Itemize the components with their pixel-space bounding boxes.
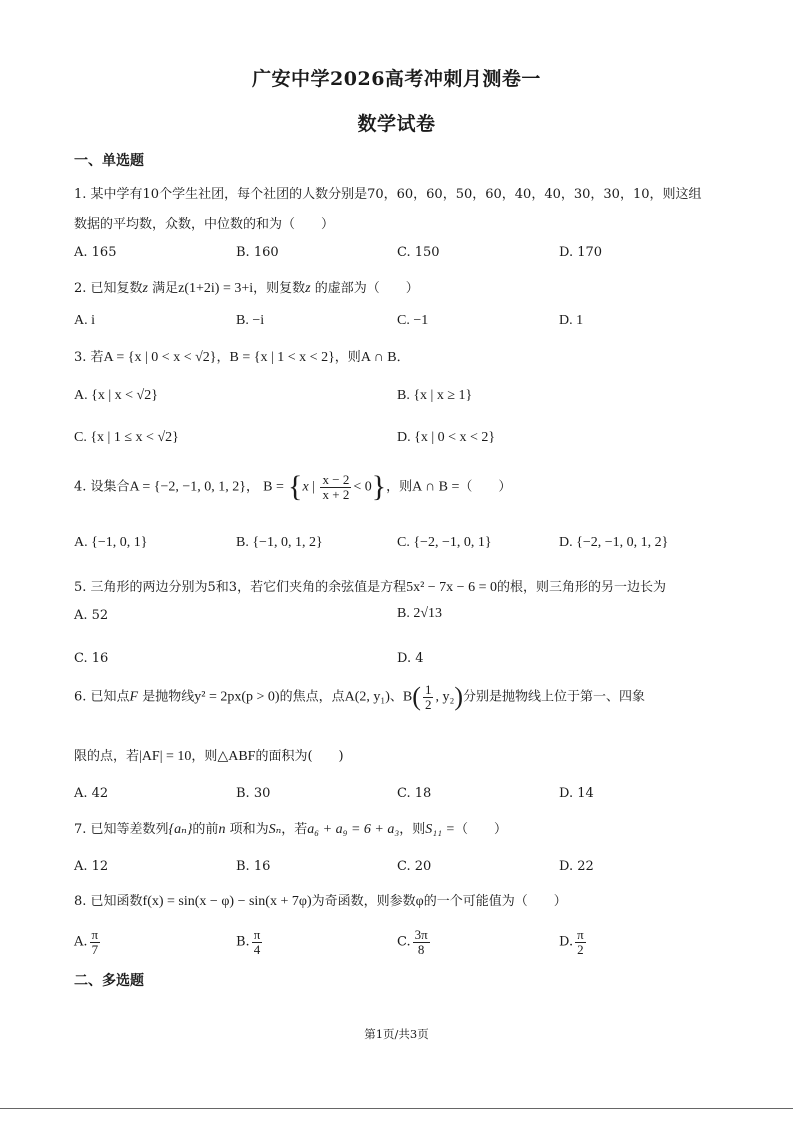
section-single-choice: 一、单选题 xyxy=(74,153,144,169)
q3-set-b: B = {x | 1 < x < 2} xyxy=(229,350,335,365)
q4-option-c: C. {−2, −1, 0, 1} xyxy=(397,535,492,550)
q1-option-a: A. 165 xyxy=(74,245,117,260)
q2-equation: z(1+2i) = 3+i xyxy=(178,281,254,296)
q2-mid2: ，则复数 xyxy=(253,281,306,296)
q8-option-c-label: C. xyxy=(397,934,411,950)
q8-option-c-den: 8 xyxy=(417,941,425,957)
q1-option-d: D. 170 xyxy=(559,245,603,260)
exam-subtitle: 数学试卷 xyxy=(357,113,436,135)
q3-stem: 3. 若A = {x | 0 < x < √2}，B = {x | 1 < x < 2}，则A ∩ B． xyxy=(74,350,410,365)
q8-option-d-den: 2 xyxy=(577,941,584,957)
q2-mid: 满足 xyxy=(148,281,179,296)
q2-stem xyxy=(74,277,419,297)
q4-set-a: A = {−2, −1, 0, 1, 2} xyxy=(129,479,247,495)
q8-stem xyxy=(74,890,567,910)
q7-sum: Sₙ xyxy=(268,822,282,837)
q3-option-c: C. {x | 1 ≤ x < √2} xyxy=(74,430,179,445)
q7-option-a: A. 12 xyxy=(74,859,109,874)
q4-option-a: A. {−1, 0, 1} xyxy=(74,535,148,550)
section-multiple-choice: 二、多选题 xyxy=(74,973,144,989)
q4-set-b-rhs: < 0 xyxy=(353,479,372,495)
q4-set-b-lhs: B = xyxy=(263,479,284,495)
q7-prefix: 7. 已知等差数列 xyxy=(74,822,169,837)
q7-option-b: B. 16 xyxy=(236,859,271,874)
q4-option-b: B. {−1, 0, 1, 2} xyxy=(236,535,323,550)
q6-option-a: A. 42 xyxy=(74,786,109,801)
q6-option-c: C. 18 xyxy=(397,786,432,801)
q3-set-a: A = {x | 0 < x < √2} xyxy=(103,350,217,365)
q3-op: A ∩ B xyxy=(360,350,397,365)
q8-mid: 为奇函数，则参数 xyxy=(311,894,416,909)
q4-prefix: 4. 设集合 xyxy=(74,479,130,495)
q4-frac-num: x − 2 xyxy=(322,471,350,487)
q7-sum2: S₁₁ = xyxy=(425,822,455,837)
q3-prefix: 3. 若 xyxy=(74,350,104,365)
q7-option-d: D. 22 xyxy=(559,859,594,874)
q6-line2-eq: |AF| = 10 xyxy=(139,749,192,764)
q7-equation: a₆ + a₉ = 6 + a₃ xyxy=(307,822,400,837)
q7-mid4: ，则 xyxy=(399,822,426,837)
q2-var: z xyxy=(142,281,148,296)
q3-option-d: D. {x | 0 < x < 2} xyxy=(397,430,496,445)
q3-end: ． xyxy=(396,350,410,365)
q6-stem-line2 xyxy=(74,745,344,765)
q8-equation: f(x) = sin(x − φ) − sin(x + 7φ) xyxy=(142,894,312,909)
q8-suffix: 的一个可能值为（ ） xyxy=(423,894,567,909)
q4-end: （ ） xyxy=(459,479,512,495)
page-footer: 第1页/共3页 xyxy=(364,1027,429,1041)
q7-sequence: {aₙ} xyxy=(168,822,193,837)
q8-option-c-num: 3π xyxy=(414,927,428,942)
q1-option-c: C. 150 xyxy=(397,245,440,260)
q5-prefix: 5. 三角形的两边分别为5和3，若它们夹角的余弦值是方程 xyxy=(74,580,407,595)
q6-line2-end: 的面积为( ) xyxy=(255,749,344,764)
q8-option-a xyxy=(74,928,102,956)
q6-frac-den: 2 xyxy=(424,696,432,712)
q7-option-c: C. 20 xyxy=(397,859,432,874)
q3-option-b: B. {x | x ≥ 1} xyxy=(397,388,473,403)
q7-n: n xyxy=(218,822,226,837)
q5-option-c: C. 16 xyxy=(74,651,109,666)
q5-option-d: D. 4 xyxy=(397,651,424,666)
q4-left-brace: { xyxy=(288,470,303,503)
q2-option-a: A. i xyxy=(74,313,95,328)
q6-frac-num: 1 xyxy=(424,681,432,697)
q4-frac-den: x + 2 xyxy=(322,486,350,502)
q2-var2: z xyxy=(305,281,311,296)
q1-stem-line2: 数据的平均数，众数，中位数的和为（ ） xyxy=(74,217,335,232)
q8-option-b-den: 4 xyxy=(253,941,261,957)
q8-option-a-num: π xyxy=(91,927,99,942)
q6-prefix: 6. 已知点 xyxy=(74,689,130,705)
q6-mid: 是抛物线 xyxy=(138,689,195,705)
q7-end: （ ） xyxy=(454,822,507,837)
q2-option-b: B. −i xyxy=(236,313,265,328)
q4-stem: 4. 设集合A = {−2, −1, 0, 1, 2}， B = {x | $\frac{x - 2}{x + 2}$ < 0}，则A ∩ B =（ ） xyxy=(74,470,512,503)
q6-line2-pre: 限的点，若 xyxy=(74,749,140,764)
q2-suffix: 的虚部为（ ） xyxy=(310,281,419,296)
q6-fraction xyxy=(423,683,434,711)
q2-option-c: C. −1 xyxy=(397,313,429,328)
q6-stem-line1: 6. 已知点F 是抛物线y² = 2px(p > 0)的焦点，点A(2, y₁)、B( $\frac{1}{2}$ , y₂)分别是抛物线上位于第一、四象 xyxy=(74,681,646,712)
q1-option-b: B. 160 xyxy=(236,245,279,260)
q8-option-a-label: A. xyxy=(74,934,88,950)
q6-var: F xyxy=(129,689,139,705)
q6-point-b-post: , y₂ xyxy=(435,689,455,705)
q6-option-d: D. 14 xyxy=(559,786,594,801)
q8-option-b-num: π xyxy=(253,927,261,942)
q8-option-d-label: D. xyxy=(559,934,574,950)
q5-suffix: 的根，则三角形的另一边长为 xyxy=(496,580,666,595)
q5-option-a: A. 52 xyxy=(74,608,109,623)
q3-suffix: ，则 xyxy=(334,350,361,365)
q4-op: A ∩ B = xyxy=(412,479,460,495)
q5-equation: 5x² − 7x − 6 = 0 xyxy=(406,580,497,595)
q4-suffix: ，则 xyxy=(386,479,413,495)
q8-prefix: 8. 已知函数 xyxy=(74,894,143,909)
q4-right-brace: } xyxy=(371,470,387,503)
q7-mid3: ，若 xyxy=(281,822,308,837)
q6-equation: y² = 2px(p > 0) xyxy=(194,689,280,705)
q5-stem xyxy=(74,576,666,596)
q3-option-a: A. {x | x < √2} xyxy=(74,388,158,403)
q5-option-b: B. 2√13 xyxy=(397,606,443,621)
exam-title: 广安中学2026高考冲刺月测卷一 xyxy=(252,68,541,90)
q6-point-a: A(2, y₁) xyxy=(344,689,390,705)
q8-option-d-num: π xyxy=(577,927,584,942)
q7-mid2: 项和为 xyxy=(225,822,269,837)
q6-tail: 分别是抛物线上位于第一、四象 xyxy=(463,689,646,705)
q7-stem xyxy=(74,818,507,838)
q8-option-d xyxy=(559,928,588,956)
bottom-divider xyxy=(0,1108,793,1109)
q6-line2-mid: ，则 xyxy=(191,749,218,764)
q4-option-d: D. {−2, −1, 0, 1, 2} xyxy=(559,535,669,550)
q6-sep: 、 xyxy=(389,689,403,705)
q4-set-b-var: x xyxy=(302,479,309,495)
q8-option-c xyxy=(397,928,432,956)
q1-stem-line1: 1. 某中学有10个学生社团，每个社团的人数分别是70，60，60，50，60，40，40，30，30，10，则这组 xyxy=(74,187,702,202)
q8-option-b-label: B. xyxy=(236,934,250,950)
q6-point-b-pre: B xyxy=(402,689,413,705)
q7-mid: 的前 xyxy=(192,822,219,837)
q6-option-b: B. 30 xyxy=(236,786,271,801)
q6-triangle: △ABF xyxy=(217,749,256,764)
q2-option-d: D. 1 xyxy=(559,313,584,328)
q6-mid2: 的焦点，点 xyxy=(279,689,345,705)
q8-phi: φ xyxy=(415,894,424,909)
q8-option-a-den: 7 xyxy=(91,941,99,957)
q8-option-b xyxy=(236,928,264,956)
q4-fraction xyxy=(320,473,351,501)
q2-prefix: 2. 已知复数 xyxy=(74,281,143,296)
